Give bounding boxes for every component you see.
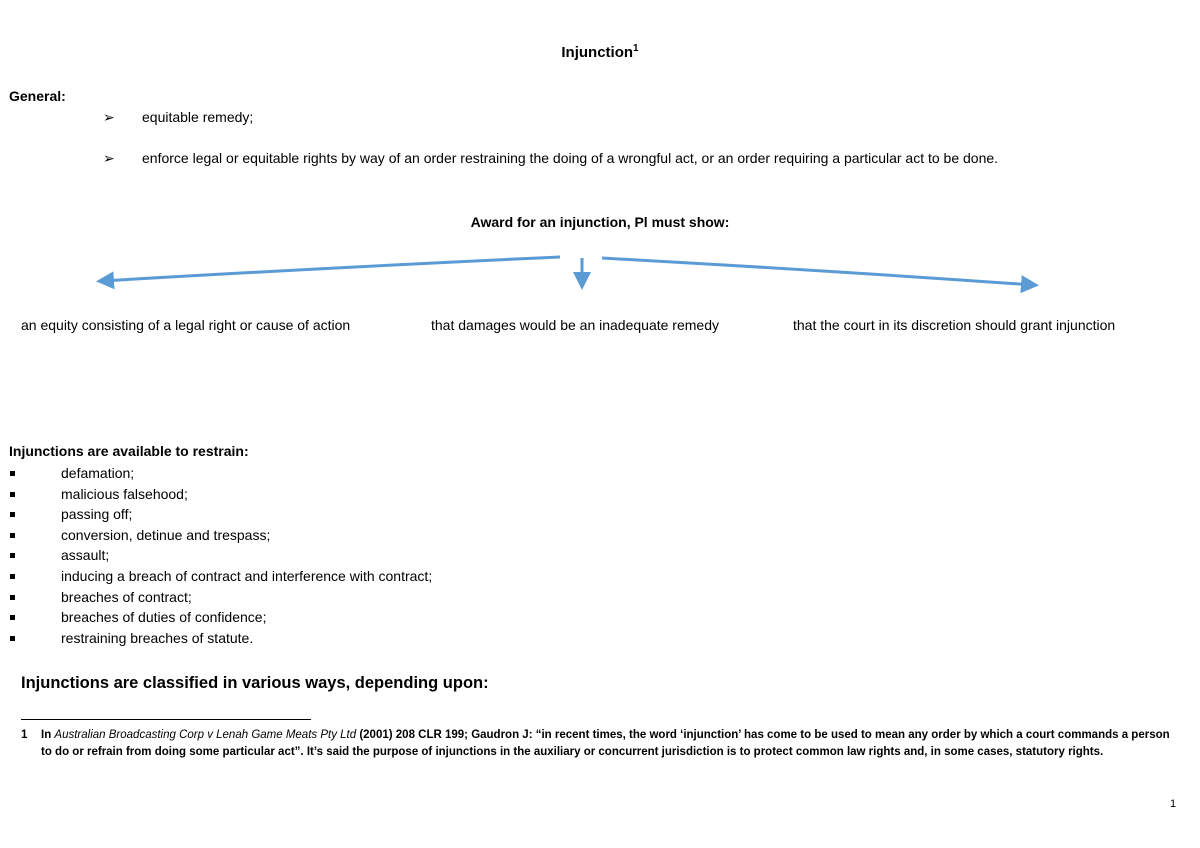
general-label: General: [9,88,66,104]
list-item-text: breaches of contract; [61,588,192,605]
list-item [0,607,432,628]
list-item-text: assault; [61,547,110,564]
square-bullet-icon [10,574,15,579]
list-item [0,545,432,566]
footnote-number: 1 [21,729,28,741]
restrain-list [0,463,432,648]
list-item-text: malicious falsehood; [61,485,188,502]
right-arrow [602,258,1033,285]
title-text: Injunction [561,44,634,61]
list-item [0,587,432,608]
footnote [21,727,1171,761]
arrow-bullet-icon: ➢ [103,109,115,125]
classified-heading: Injunctions are classified in various ways, depending upon: [21,674,489,692]
list-item-text: inducing a breach of contract and interference with contract; [61,567,433,584]
list-item-text: restraining breaches of statute. [61,629,254,646]
available-heading: Injunctions are available to restrain: [9,443,249,459]
square-bullet-icon [10,553,15,558]
requirement-legal-right: an equity consisting of a legal right or cause of action [21,317,351,333]
requirement-court-discretion: that the court in its discretion should grant injunction [793,317,1116,333]
page-number: 1 [1170,798,1177,810]
square-bullet-icon [10,533,15,538]
footnote-prefix: In [41,729,55,741]
footnote-separator [21,719,311,720]
list-item [0,463,432,484]
list-item-text: conversion, detinue and trespass; [61,526,271,543]
list-item-text: defamation; [61,465,135,481]
list-item [0,628,432,649]
list-item [0,484,432,505]
list-item [0,504,432,525]
list-item [0,525,432,546]
square-bullet-icon [10,492,15,497]
general-item-2: enforce legal or equitable rights by way of an order restraining the doing of a wrongful act, or an order requiring a particular act to be done. [142,150,999,166]
list-item-text: breaches of duties of confidence; [61,609,267,626]
square-bullet-icon [10,512,15,517]
square-bullet-icon [10,615,15,620]
footnote-text: (2001) 208 CLR 199; Gaudron J: “in recent times, the word ‘injunction’ has come to be used to mean any order by which a court commands a person to do or refrain from doing some particular act”. It’s said the purpose of injunctions in the auxiliary or concurrent jurisdiction is to protect common law rights and, in some cases, statutory rights. [41,729,1170,758]
footnote-case-name: Australian Broadcasting Corp v Lenah Game Meats Pty Ltd [54,729,357,741]
award-heading: Award for an injunction, Pl must show: [470,214,730,230]
list-item [0,566,432,587]
left-arrow [102,257,560,281]
footnote-body [41,727,1171,761]
square-bullet-icon [10,636,15,641]
arrow-bullet-icon: ➢ [103,150,115,166]
general-item-1: equitable remedy; [142,109,254,125]
square-bullet-icon [10,595,15,600]
square-bullet-icon [10,471,15,476]
requirement-inadequate-damages: that damages would be an inadequate remedy [431,317,719,333]
title-footnote-ref: 1 [633,43,639,54]
list-item-text: passing off; [61,506,133,523]
